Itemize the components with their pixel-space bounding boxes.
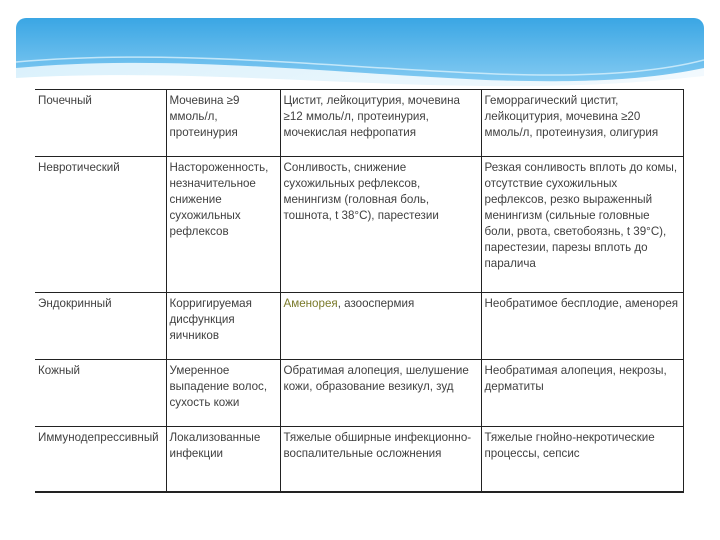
degree-3-cell: Необратимое бесплодие, аменорея [481, 293, 683, 360]
toxicity-type-cell: Почечный [35, 90, 166, 157]
degree-3-cell: Геморрагический цистит, лейкоцитурия, мочевина ≥20 ммоль/л, протеинузия, олигурия [481, 90, 683, 157]
toxicity-type-cell: Эндокринный [35, 293, 166, 360]
toxicity-type-cell: Иммунодепрессивный [35, 427, 166, 492]
degree-3-cell: Резкая сонливость вплоть до комы, отсутствие сухожильных рефлексов, резко выраженный менингизм (сильные головные боли, рвота, светобоязнь, t 39°С), парестезии, парезы вплоть до паралича [481, 157, 683, 293]
toxicity-type-cell: Невротический [35, 157, 166, 293]
degree-1-cell: Мочевина ≥9 ммоль/л, протеинурия [166, 90, 280, 157]
degree-2-cell: Сонливость, снижение сухожильных рефлексов, менингизм (головная боль, тошнота, t 38°С), парестезии [280, 157, 481, 293]
toxicity-table [35, 89, 684, 493]
table-row [35, 90, 683, 157]
degree-1-cell: Настороженность, незначительное снижение сухожильных рефлексов [166, 157, 280, 293]
degree-3-cell: Необратимая алопеция, некрозы, дерматиты [481, 360, 683, 427]
degree-1-cell: Корригируемая дисфункция яичников [166, 293, 280, 360]
table-row [35, 360, 683, 427]
toxicity-table-wrapper [35, 89, 683, 493]
degree-2-cell: Обратимая алопеция, шелушение кожи, образование везикул, зуд [280, 360, 481, 427]
degree-2-cell [280, 293, 481, 360]
degree-2-cell: Цистит, лейкоцитурия, мочевина ≥12 ммоль/л, протеинурия, мочекислая нефропатия [280, 90, 481, 157]
toxicity-type-cell: Кожный [35, 360, 166, 427]
degree-1-cell: Локализованные инфекции [166, 427, 280, 492]
table-row [35, 427, 683, 492]
degree-2-cell: Тяжелые обширные инфекционно-воспалительные осложнения [280, 427, 481, 492]
table-row [35, 293, 683, 360]
table-row [35, 157, 683, 293]
degree-1-cell: Умеренное выпадение волос, сухость кожи [166, 360, 280, 427]
highlight-term: Аменорея [283, 297, 338, 310]
header-banner [16, 18, 704, 92]
degree-2-rest: , азооспермия [337, 297, 415, 310]
degree-3-cell: Тяжелые гнойно-некротические процессы, сепсис [481, 427, 683, 492]
